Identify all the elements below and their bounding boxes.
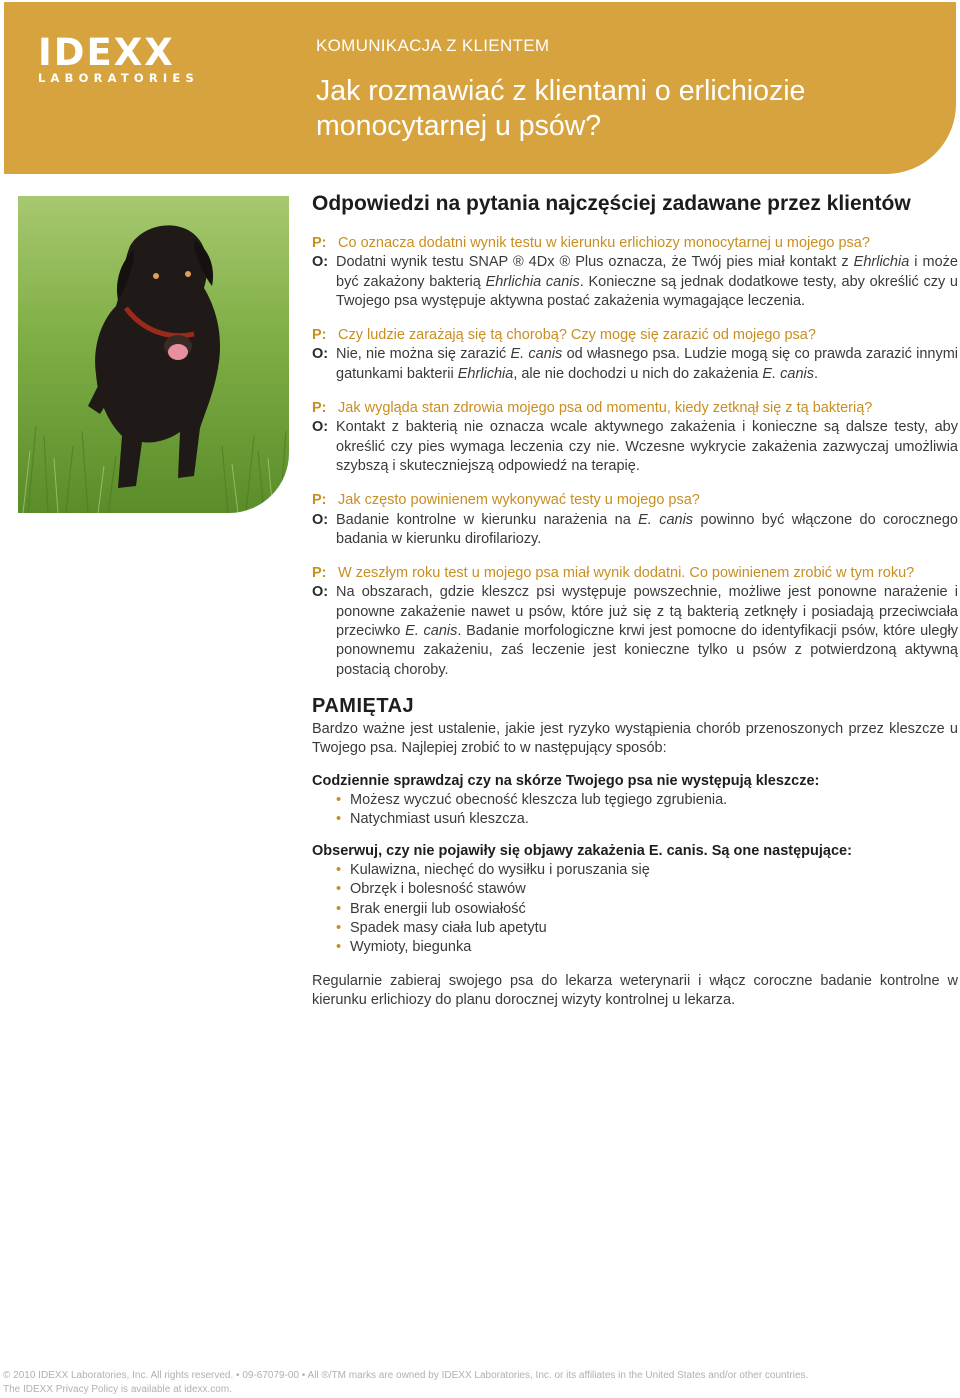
answer-italic: E. canis	[638, 511, 694, 528]
answer-segment: .	[814, 365, 819, 382]
faq-question	[312, 399, 958, 418]
answer-text	[336, 253, 958, 311]
faq-item	[312, 326, 958, 384]
question-text: Jak często powinienem wykonywać testy u mojego psa?	[338, 492, 700, 509]
daily-check-heading: Codziennie sprawdzaj czy na skórze Twojego psa nie występują kleszcze:	[312, 772, 820, 789]
remember-heading: PAMIĘTAJ	[312, 694, 415, 717]
question-label: P:	[312, 327, 327, 344]
idexx-logo	[38, 31, 199, 85]
answer-segment: powinno być włączone do corocznego badania w kierunku dirofilariozy.	[336, 511, 958, 547]
faq-answer	[312, 418, 958, 476]
answer-label: O:	[312, 584, 329, 601]
answer-label: O:	[312, 346, 329, 363]
logo-wordmark: IDEXX	[38, 31, 175, 74]
faq-question	[312, 326, 958, 345]
question-text: Czy ludzie zarażają się tą chorobą? Czy mogę się zarazić od mojego psa?	[338, 327, 816, 344]
answer-segment: , ale nie dochodzi u nich do zakażenia	[513, 365, 763, 382]
faq-item	[312, 399, 958, 476]
copyright-line: © 2010 IDEXX Laboratories, Inc. All rights reserved. • 09-67079-00 • All ®/TM marks are owned by IDEXX Laboratories, Inc. or its affiliates in the United States and/or other countries.	[3, 1370, 809, 1381]
symptoms-list	[312, 861, 958, 957]
answer-italic: E. canis	[510, 346, 563, 363]
question-label: P:	[312, 235, 327, 251]
answer-italic: E. canis	[762, 365, 814, 382]
question-text: W zeszłym roku test u mojego psa miał wynik dodatni. Co powinienem zrobić w tym roku?	[338, 565, 915, 582]
answer-text: Kontakt z bakterią nie oznacza wcale aktywnego zakażenia i konieczne są dalsze testy, aby określić czy pies wymaga leczenia czy nie. Wczesne wykrycie zakażenia zazwyczaj umożliwia szybszą i skuteczniejszą odpowiedź na terapię.	[336, 419, 958, 474]
faq-answer	[312, 345, 958, 384]
answer-segment: Badanie kontrolne w kierunku narażenia na	[336, 511, 639, 528]
answer-segment: . Konieczne są jednak dodatkowe testy, aby określić czy u Twojego psa występuje aktywna postać zakażenia wymagające leczenia.	[336, 273, 958, 309]
symptoms-heading: Obserwuj, czy nie pojawiły się objawy zakażenia E. canis. Są one następujące:	[312, 843, 852, 860]
faq-heading: Odpowiedzi na pytania najczęściej zadawane przez klientów	[312, 192, 911, 215]
question-text: Jak wygląda stan zdrowia mojego psa od momentu, kiedy zetknął się z tą bakterią?	[338, 400, 873, 417]
answer-italic: Ehrlichia	[853, 254, 910, 271]
answer-italic: Ehrlichia	[457, 365, 514, 382]
answer-label: O:	[312, 254, 329, 271]
faq-answer	[312, 583, 958, 679]
answer-segment: Dodatni wynik testu SNAP ® 4Dx ® Plus oznacza, że Twój pies miał kontakt z	[336, 254, 854, 271]
faq-answer	[312, 511, 958, 550]
question-label: P:	[312, 565, 327, 582]
answer-text	[336, 583, 958, 679]
question-label: P:	[312, 492, 327, 509]
list-item: • Spadek masy ciała lub apetytu	[336, 919, 958, 938]
answer-text	[336, 511, 958, 550]
faq-question	[312, 234, 958, 253]
answer-segment: i może być zakażony bakterią	[336, 254, 958, 290]
section-kicker: KOMUNIKACJA Z KLIENTEM	[316, 36, 550, 55]
answer-label: O:	[312, 511, 329, 528]
daily-check-list	[312, 791, 958, 830]
list-item: • Natychmiast usuń kleszcza.	[336, 810, 958, 829]
faq-question	[312, 564, 958, 583]
faq-answer	[312, 253, 958, 311]
page-title-line-2: monocytarnej u psów?	[316, 110, 602, 142]
answer-italic: Ehrlichia canis	[485, 273, 580, 290]
list-item: • Obrzęk i bolesność stawów	[336, 880, 958, 899]
page-title	[316, 74, 916, 144]
list-item: • Kulawizna, niechęć do wysiłku i poruszania się	[336, 861, 958, 880]
list-item: • Wymioty, biegunka	[336, 938, 958, 957]
answer-label: O:	[312, 419, 329, 436]
answer-segment: Nie, nie można się zarazić	[336, 346, 511, 363]
remember-intro: Bardzo ważne jest ustalenie, jakie jest ryzyko wystąpienia chorób przenoszonych przez kleszcze u Twojego psa. Najlepiej zrobić to w następujący sposób:	[312, 720, 958, 757]
closing-paragraph: Regularnie zabieraj swojego psa do lekarza weterynarii i włącz coroczne badanie kontrolne w kierunku erlichiozy do planu dorocznej wizyty kontrolnej u lekarza.	[312, 972, 958, 1008]
faq-item	[312, 564, 958, 680]
main-content	[312, 190, 958, 1010]
answer-segment: Na obszarach, gdzie kleszcz psi występuje powszechnie, możliwe jest ponowne narażenie i ponowne zakażenie nawet u psów, które już się z tą bakterią zetknęły i posiadają przeciwciała przeciwko	[336, 584, 958, 640]
answer-text	[336, 345, 958, 384]
header-banner	[4, 2, 956, 174]
footer	[3, 1369, 808, 1396]
answer-italic: E. canis	[405, 623, 458, 640]
question-label: P:	[312, 400, 327, 417]
answer-segment: od własnego psa. Ludzie mogą się co prawda zarazić innymi gatunkami bakterii	[336, 346, 958, 382]
answer-segment: . Badanie morfologiczne krwi jest pomocne do identyfikacji psów, które uległy ponownemu zakażeniu, zaś leczenie jest konieczne tylko u psów z potwierdzoną aktywną postacią choroby.	[336, 623, 958, 678]
faq-item	[312, 234, 958, 311]
running-dog-photo	[18, 196, 289, 513]
logo-subtitle: LABORATORIES	[38, 71, 199, 85]
privacy-line: The IDEXX Privacy Policy is available at idexx.com.	[3, 1383, 232, 1395]
question-text: Co oznacza dodatni wynik testu w kierunku erlichiozy monocytarnej u mojego psa?	[338, 235, 870, 251]
faq-item	[312, 491, 958, 549]
list-item: • Możesz wyczuć obecność kleszcza lub tęgiego zgrubienia.	[336, 791, 958, 810]
page-title-line-1: Jak rozmawiać z klientami o erlichiozie	[316, 75, 806, 107]
faq-question	[312, 491, 958, 510]
list-item: • Brak energii lub osowiałość	[336, 900, 958, 919]
